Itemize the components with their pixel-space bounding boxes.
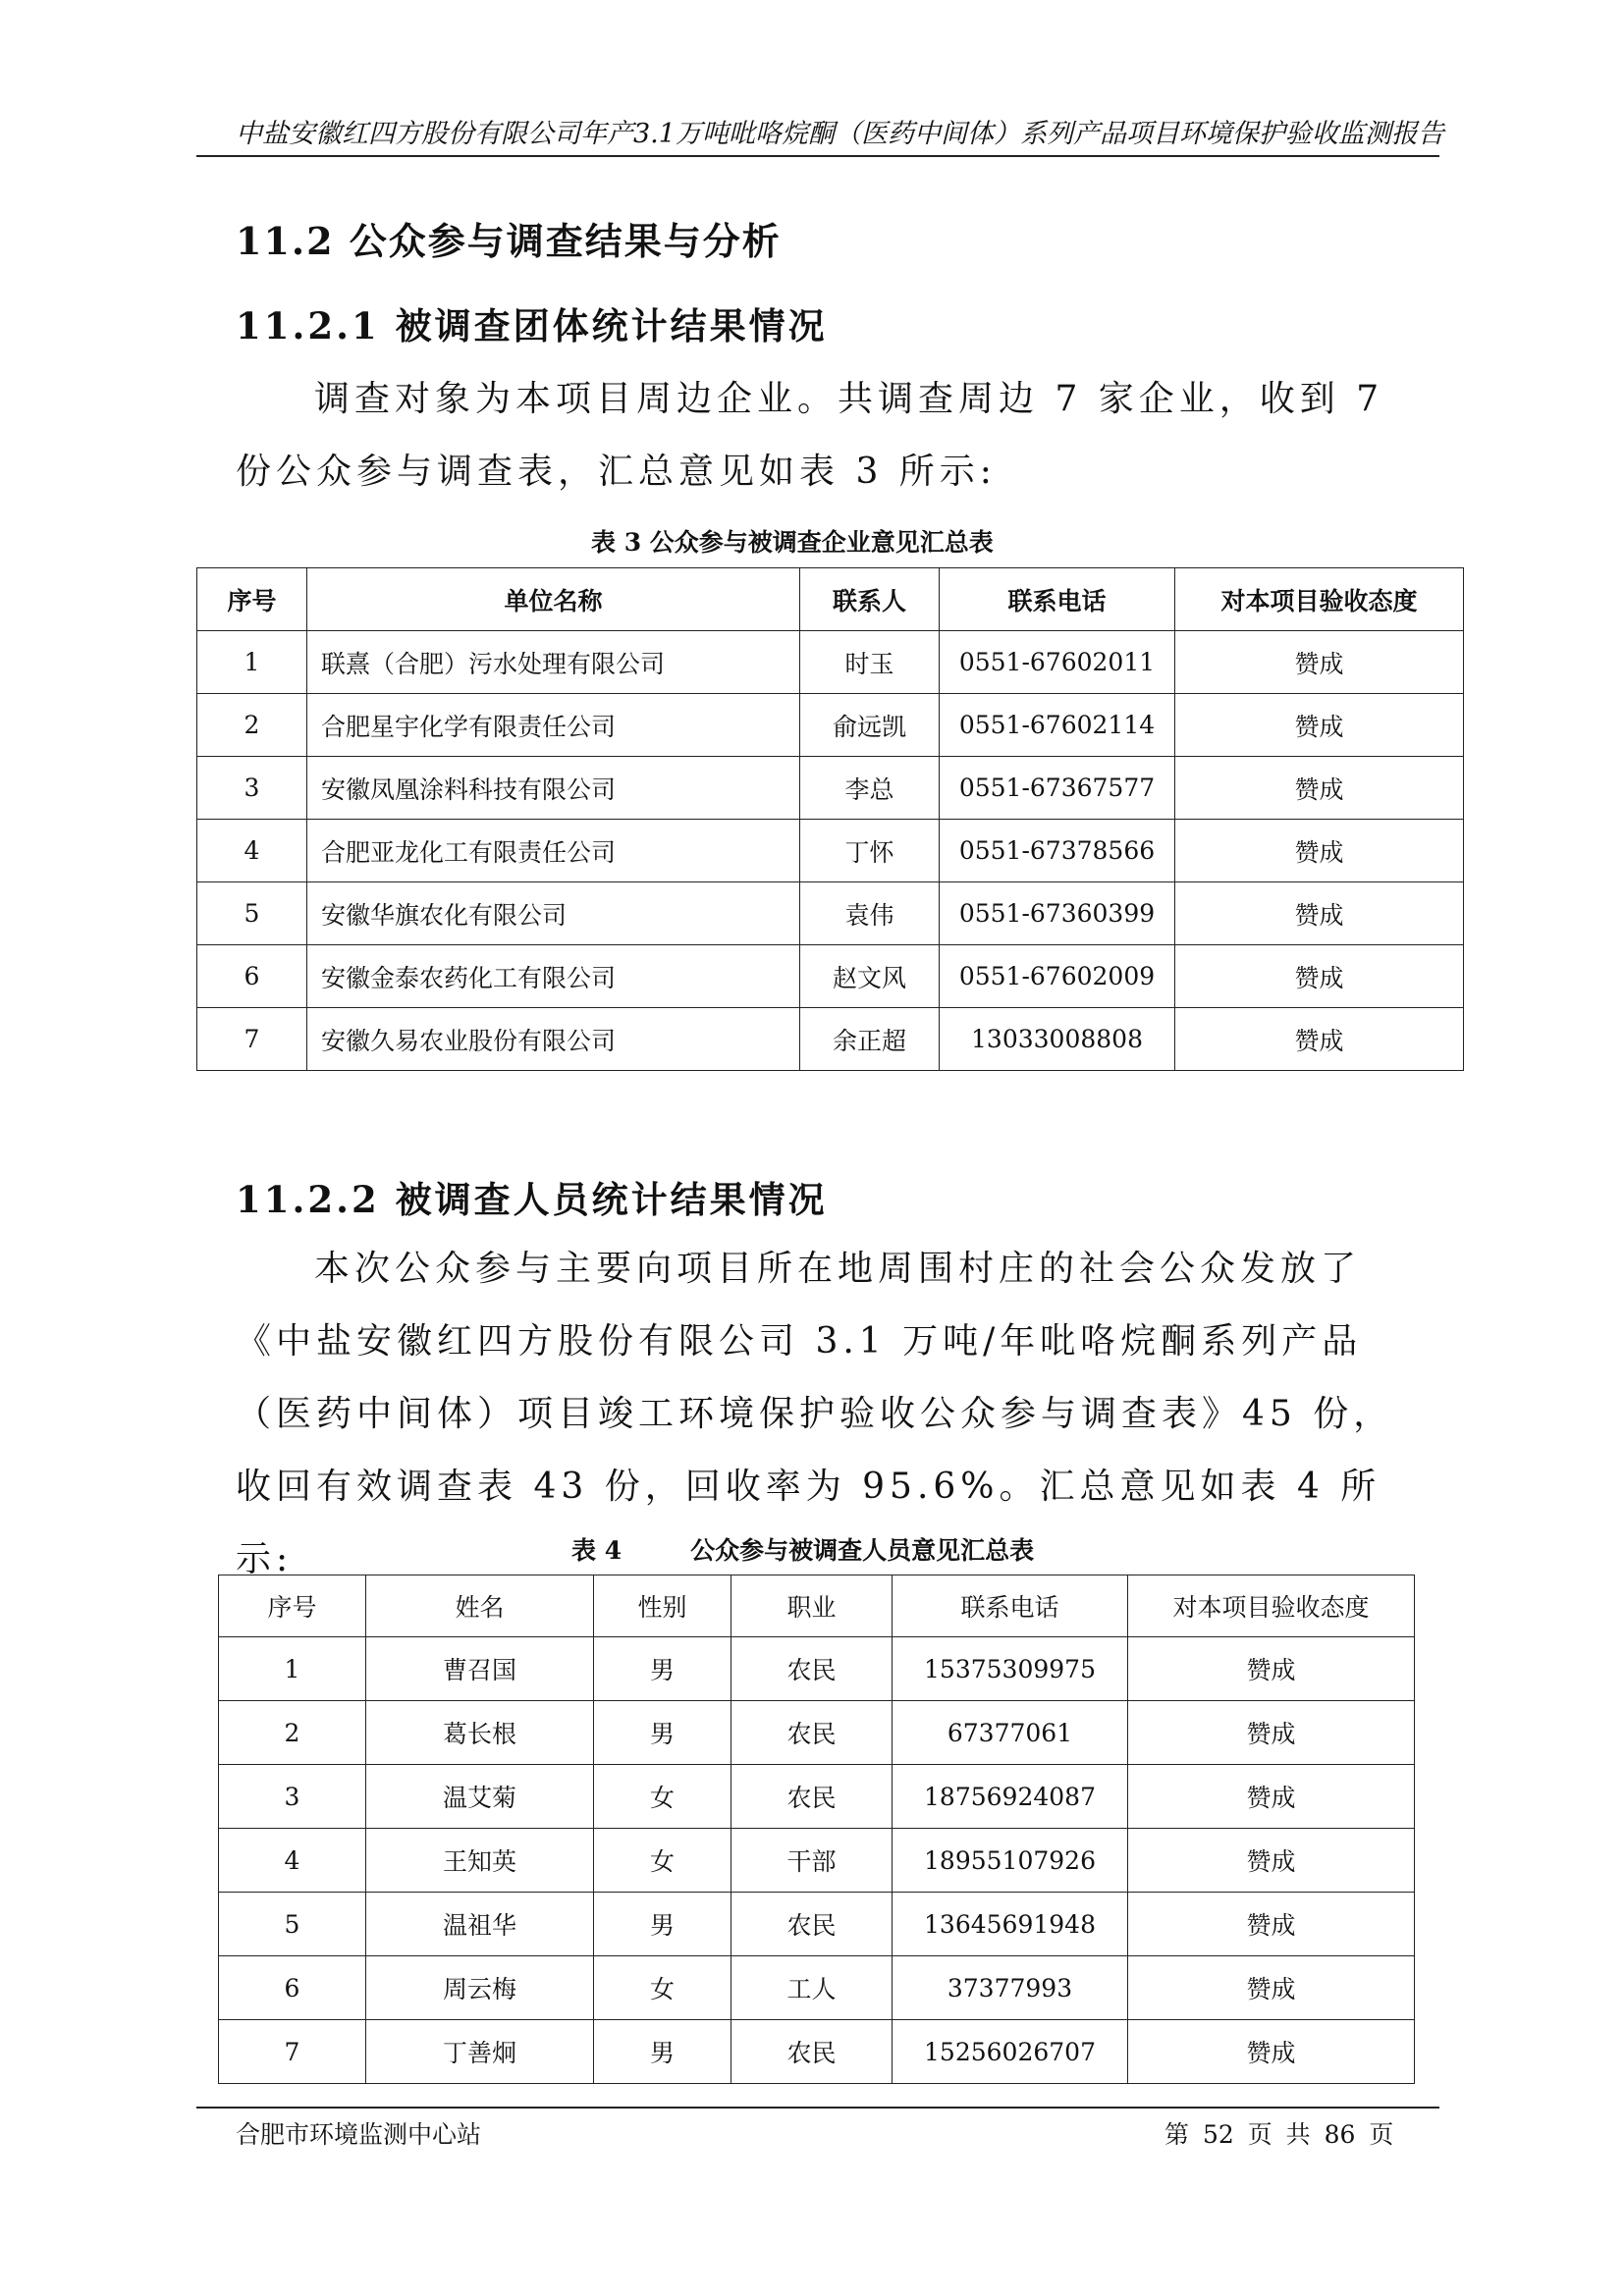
table4-header-cell: 姓名 xyxy=(366,1575,594,1637)
table4-header-cell: 联系电话 xyxy=(893,1575,1128,1637)
table-row xyxy=(197,882,1464,945)
footer-page-number: 第 52 页 共 86 页 xyxy=(1164,2120,1394,2149)
table4-header-cell: 对本项目验收态度 xyxy=(1128,1575,1415,1637)
table-cell: 6 xyxy=(219,1956,366,2020)
table-cell: 0551-67602114 xyxy=(940,694,1175,757)
table-cell: 丁怀 xyxy=(800,820,940,882)
table-cell: 农民 xyxy=(731,1637,893,1701)
table-cell: 时玉 xyxy=(800,631,940,694)
table-cell: 合肥星宇化学有限责任公司 xyxy=(307,694,800,757)
table-cell: 男 xyxy=(594,1893,731,1956)
table-cell: 农民 xyxy=(731,2020,893,2084)
table-cell: 袁伟 xyxy=(800,882,940,945)
table-cell: 赞成 xyxy=(1128,1701,1415,1765)
table-cell: 赞成 xyxy=(1175,820,1464,882)
table4-header-row xyxy=(219,1575,1415,1637)
table-cell: 15256026707 xyxy=(893,2020,1128,2084)
table-cell: 67377061 xyxy=(893,1701,1128,1765)
subsection-heading-1: 11.2.1 被调查团体统计结果情况 xyxy=(236,304,828,347)
table-cell: 18955107926 xyxy=(893,1829,1128,1893)
table-cell: 王知英 xyxy=(366,1829,594,1893)
table3-header-cell: 对本项目验收态度 xyxy=(1175,568,1464,631)
table-row xyxy=(197,1008,1464,1071)
table-row xyxy=(219,1765,1415,1829)
table-cell: 温艾菊 xyxy=(366,1765,594,1829)
table-cell: 0551-67602011 xyxy=(940,631,1175,694)
table3-header-cell: 联系电话 xyxy=(940,568,1175,631)
table-cell: 0551-67367577 xyxy=(940,757,1175,820)
report-header: 中盐安徽红四方股份有限公司年产3.1万吨吡咯烷酮（医药中间体）系列产品项目环境保护验收监测报告 xyxy=(236,119,1444,149)
table4-caption xyxy=(571,1531,1034,1567)
table-row xyxy=(219,1701,1415,1765)
table4 xyxy=(218,1575,1415,2084)
table-row xyxy=(197,820,1464,882)
table-cell: 温祖华 xyxy=(366,1893,594,1956)
table-cell: 丁善炯 xyxy=(366,2020,594,2084)
table4-caption-label: 表 4 xyxy=(571,1536,623,1565)
table-cell: 李总 xyxy=(800,757,940,820)
table-cell: 男 xyxy=(594,2020,731,2084)
table-cell: 0551-67378566 xyxy=(940,820,1175,882)
table-cell: 赞成 xyxy=(1128,1765,1415,1829)
table-row xyxy=(197,694,1464,757)
table-cell: 15375309975 xyxy=(893,1637,1128,1701)
table-row xyxy=(219,1829,1415,1893)
table-cell: 13645691948 xyxy=(893,1893,1128,1956)
table3-header-row xyxy=(197,568,1464,631)
table-cell: 男 xyxy=(594,1701,731,1765)
table-cell: 安徽华旗农化有限公司 xyxy=(307,882,800,945)
table-cell: 安徽久易农业股份有限公司 xyxy=(307,1008,800,1071)
table-cell: 赞成 xyxy=(1175,631,1464,694)
table-cell: 5 xyxy=(219,1893,366,1956)
table-cell: 曹召国 xyxy=(366,1637,594,1701)
table4-header-cell: 序号 xyxy=(219,1575,366,1637)
table-cell: 合肥亚龙化工有限责任公司 xyxy=(307,820,800,882)
table-cell: 工人 xyxy=(731,1956,893,2020)
table-cell: 赞成 xyxy=(1128,2020,1415,2084)
table-cell: 0551-67602009 xyxy=(940,945,1175,1008)
table-cell: 女 xyxy=(594,1956,731,2020)
table-cell: 18756924087 xyxy=(893,1765,1128,1829)
table3-caption: 表 3 公众参与被调查企业意见汇总表 xyxy=(591,528,994,557)
table3-header-cell: 单位名称 xyxy=(307,568,800,631)
table-cell: 2 xyxy=(197,694,307,757)
table-cell: 女 xyxy=(594,1765,731,1829)
table3-header-cell: 联系人 xyxy=(800,568,940,631)
table-row xyxy=(219,1956,1415,2020)
table3-header-cell: 序号 xyxy=(197,568,307,631)
table-cell: 女 xyxy=(594,1829,731,1893)
table-row xyxy=(219,1637,1415,1701)
table-row xyxy=(197,631,1464,694)
table-cell: 4 xyxy=(219,1829,366,1893)
table-cell: 赞成 xyxy=(1175,694,1464,757)
table-row xyxy=(219,2020,1415,2084)
table-cell: 2 xyxy=(219,1701,366,1765)
table-row xyxy=(197,757,1464,820)
table-cell: 干部 xyxy=(731,1829,893,1893)
table-row xyxy=(197,945,1464,1008)
paragraph-1 xyxy=(236,363,1414,508)
table-cell: 赵文风 xyxy=(800,945,940,1008)
table4-header-cell: 性别 xyxy=(594,1575,731,1637)
table-cell: 联熹（合肥）污水处理有限公司 xyxy=(307,631,800,694)
table-cell: 1 xyxy=(219,1637,366,1701)
table-cell: 赞成 xyxy=(1128,1893,1415,1956)
table-row xyxy=(219,1893,1415,1956)
table-cell: 农民 xyxy=(731,1701,893,1765)
table-cell: 赞成 xyxy=(1175,945,1464,1008)
table-cell: 7 xyxy=(219,2020,366,2084)
table-cell: 男 xyxy=(594,1637,731,1701)
paragraph-1-text: 调查对象为本项目周边企业。共调查周边 7 家企业，收到 7 份公众参与调查表，汇总意见如表 3 所示: xyxy=(236,379,1384,492)
table-cell: 5 xyxy=(197,882,307,945)
paragraph-2-text: 本次公众参与主要向项目所在地周围村庄的社会公众发放了《中盐安徽红四方股份有限公司 3.1 万吨/年吡咯烷酮系列产品（医药中间体）项目竣工环境保护验收公众参与调查表》45 份，收回有效调查表 43 份，回收率为 95.6%。汇总意见如表 4 所示: xyxy=(236,1249,1394,1579)
table-cell: 农民 xyxy=(731,1765,893,1829)
table-cell: 1 xyxy=(197,631,307,694)
table-cell: 3 xyxy=(219,1765,366,1829)
table4-header-cell: 职业 xyxy=(731,1575,893,1637)
table-cell: 4 xyxy=(197,820,307,882)
table-cell: 3 xyxy=(197,757,307,820)
table-cell: 赞成 xyxy=(1128,1637,1415,1701)
table-cell: 安徽凤凰涂料科技有限公司 xyxy=(307,757,800,820)
footer-org: 合肥市环境监测中心站 xyxy=(236,2120,482,2149)
section-heading: 11.2 公众参与调查结果与分析 xyxy=(236,219,782,263)
table-cell: 7 xyxy=(197,1008,307,1071)
table-cell: 安徽金泰农药化工有限公司 xyxy=(307,945,800,1008)
table-cell: 13033008808 xyxy=(940,1008,1175,1071)
table-cell: 葛长根 xyxy=(366,1701,594,1765)
table-cell: 0551-67360399 xyxy=(940,882,1175,945)
table-cell: 农民 xyxy=(731,1893,893,1956)
subsection-heading-2: 11.2.2 被调查人员统计结果情况 xyxy=(236,1178,828,1221)
footer-rule xyxy=(196,2107,1439,2109)
table-cell: 余正超 xyxy=(800,1008,940,1071)
table-cell: 俞远凯 xyxy=(800,694,940,757)
table-cell: 赞成 xyxy=(1175,1008,1464,1071)
table-cell: 赞成 xyxy=(1128,1829,1415,1893)
table3 xyxy=(196,567,1464,1071)
table4-caption-title: 公众参与被调查人员意见汇总表 xyxy=(690,1536,1035,1565)
table-cell: 37377993 xyxy=(893,1956,1128,2020)
table-cell: 赞成 xyxy=(1128,1956,1415,2020)
header-rule xyxy=(196,155,1439,157)
table-cell: 赞成 xyxy=(1175,882,1464,945)
table-cell: 6 xyxy=(197,945,307,1008)
table-cell: 周云梅 xyxy=(366,1956,594,2020)
table-cell: 赞成 xyxy=(1175,757,1464,820)
